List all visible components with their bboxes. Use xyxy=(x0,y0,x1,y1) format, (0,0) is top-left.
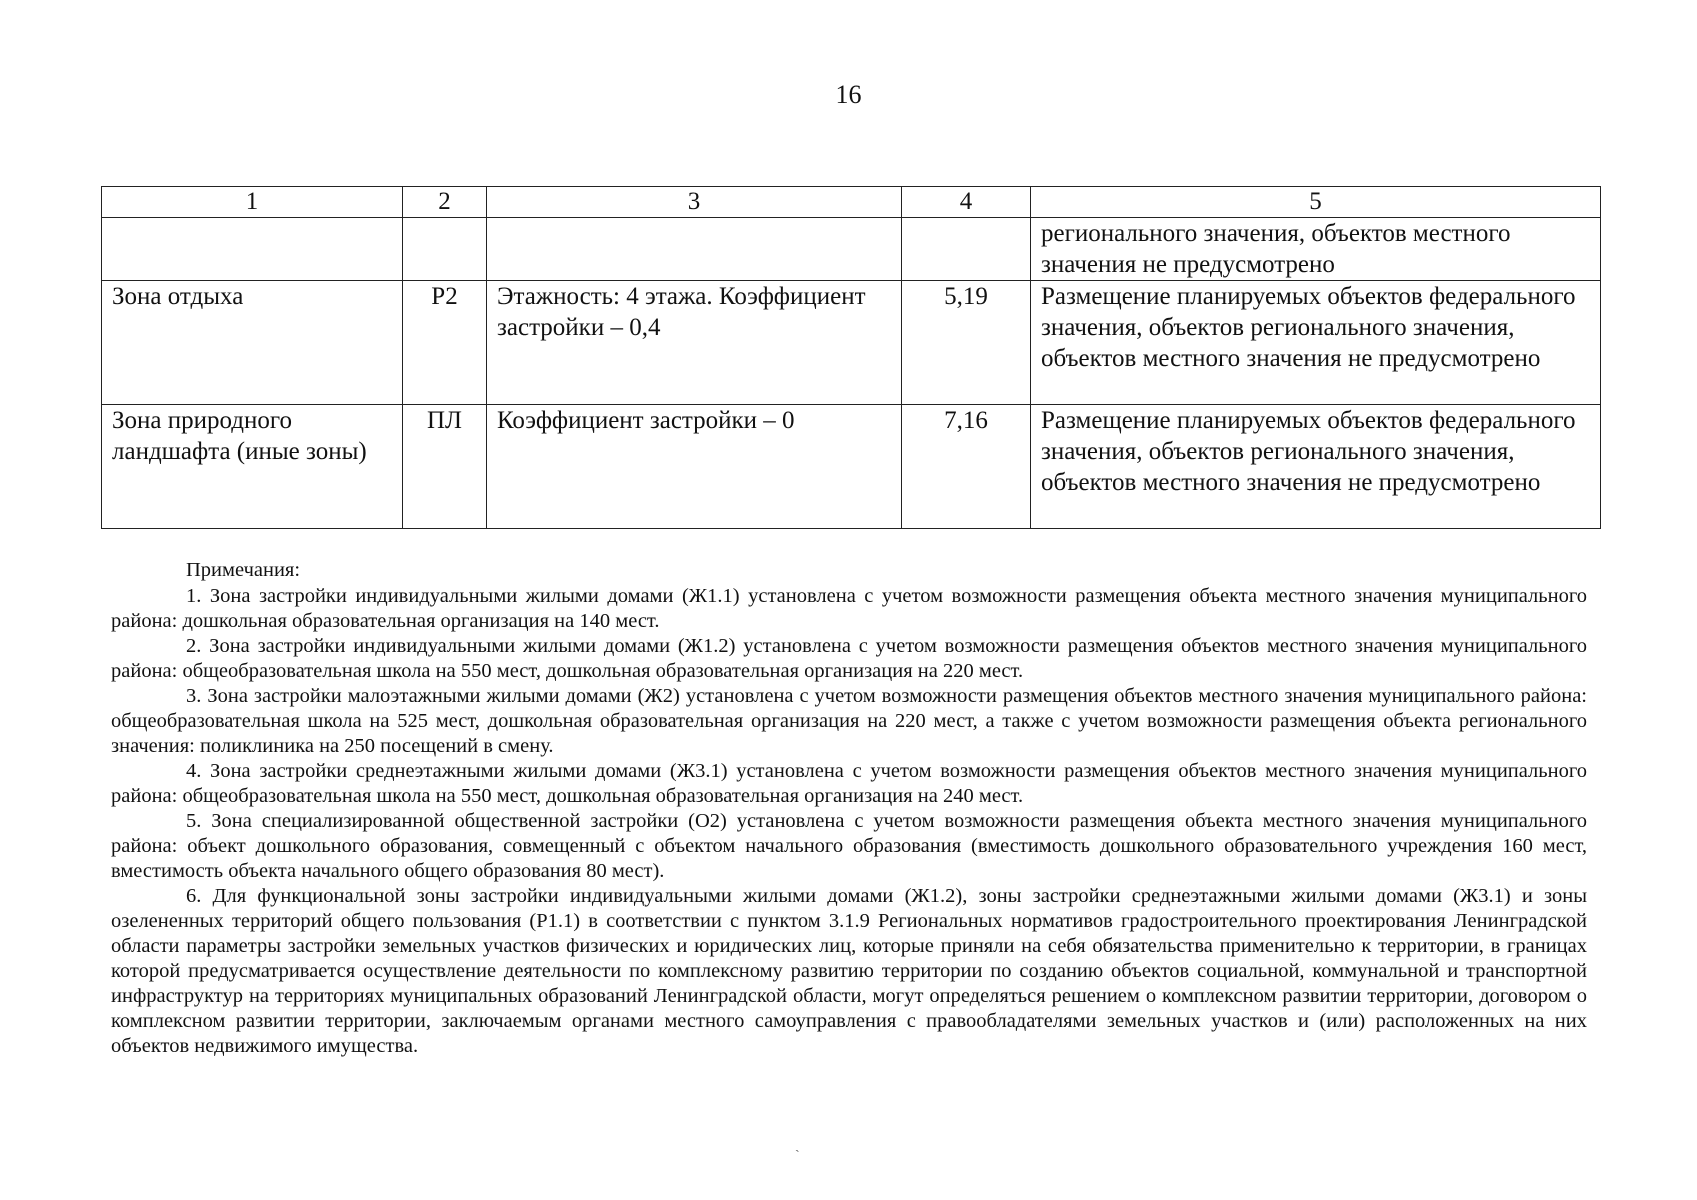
zone-value-cell: 5,19 xyxy=(902,281,1031,405)
note-item: 3. Зона застройки малоэтажными жилыми домами (Ж2) установлена с учетом возможности размещения объектов местного значения муниципального района: общеобразовательная школа на 525 мест, дошкольная образовательная организация на 220 мест, а также с учетом возможности размещения объекта регионального значения: поликлиника на 250 посещений в смену. xyxy=(111,685,1587,757)
placement-cell: регионального значения, объектов местного значения не предусмотрено xyxy=(1031,218,1601,281)
column-header: 4 xyxy=(902,187,1031,218)
note-item: 5. Зона специализированной общественной застройки (О2) установлена с учетом возможности размещения объекта местного значения муниципального района: объект дошкольного образования, совмещенный с объектом начального образования (вместимость дошкольного образовательного учреждения 160 мест, вместимость объекта начального общего образования 80 мест). xyxy=(111,810,1587,882)
note-item: 1. Зона застройки индивидуальными жилыми домами (Ж1.1) установлена с учетом возможности размещения объекта местного значения муниципального района: дошкольная образовательная организация на 140 мест. xyxy=(111,585,1587,632)
column-header: 1 xyxy=(102,187,403,218)
table-row xyxy=(102,405,1601,529)
placement-cell: Размещение планируемых объектов федерального значения, объектов регионального значения, объектов местного значения не предусмотрено xyxy=(1031,405,1601,529)
zone-params-cell xyxy=(487,218,902,281)
notes-section xyxy=(111,558,1587,1059)
zones-table xyxy=(101,186,1601,529)
zone-code-cell: ПЛ xyxy=(403,405,487,529)
note-item: 2. Зона застройки индивидуальными жилыми домами (Ж1.2) установлена с учетом возможности размещения объектов местного значения муниципального района: общеобразовательная школа на 550 мест, дошкольная образовательная организация на 220 мест. xyxy=(111,635,1587,682)
table-header-row xyxy=(102,187,1601,218)
zone-value-cell: 7,16 xyxy=(902,405,1031,529)
zone-name-cell: Зона отдыха xyxy=(102,281,403,405)
zone-params-cell: Этажность: 4 этажа. Коэффициент застройки – 0,4 xyxy=(487,281,902,405)
zone-code-cell: Р2 xyxy=(403,281,487,405)
placement-cell: Размещение планируемых объектов федерального значения, объектов регионального значения, объектов местного значения не предусмотрено xyxy=(1031,281,1601,405)
zone-params-cell: Коэффициент застройки – 0 xyxy=(487,405,902,529)
zone-name-cell: Зона природного ландшафта (иные зоны) xyxy=(102,405,403,529)
column-header: 2 xyxy=(403,187,487,218)
zone-value-cell xyxy=(902,218,1031,281)
zone-name-cell xyxy=(102,218,403,281)
notes-title: Примечания: xyxy=(186,559,301,581)
note-item: 6. Для функциональной зоны застройки индивидуальными жилыми домами (Ж1.2), зоны застройки среднеэтажными жилыми домами (Ж3.1) и зоны озелененных территорий общего пользования (Р1.1) в соответствии с пунктом 3.1.9 Региональных нормативов градостроительного проектирования Ленинградской области параметры застройки земельных участков физических и юридических лиц, которые приняли на себя обязательства применительно к территории, в границах которой предусматривается осуществление деятельности по комплексному развитию территории по созданию объектов социальной, коммунальной и транспортной инфраструктур на территориях муниципальных образований Ленинградской области, могут определяться решением о комплексном развитии территории, договором о комплексном развитии территории, заключаемым органами местного самоуправления с правообладателями земельных участков и (или) расположенных на них объектов недвижимого имущества. xyxy=(111,885,1587,1057)
zone-code-cell xyxy=(403,218,487,281)
page-number: 16 xyxy=(835,80,862,109)
column-header: 3 xyxy=(487,187,902,218)
table-row xyxy=(102,281,1601,405)
note-item: 4. Зона застройки среднеэтажными жилыми домами (Ж3.1) установлена с учетом возможности размещения объектов местного значения муниципального района: общеобразовательная школа на 550 мест, дошкольная образовательная организация на 240 мест. xyxy=(111,760,1587,807)
table-row xyxy=(102,218,1601,281)
column-header: 5 xyxy=(1031,187,1601,218)
scan-speck: ˏ xyxy=(795,1138,800,1153)
